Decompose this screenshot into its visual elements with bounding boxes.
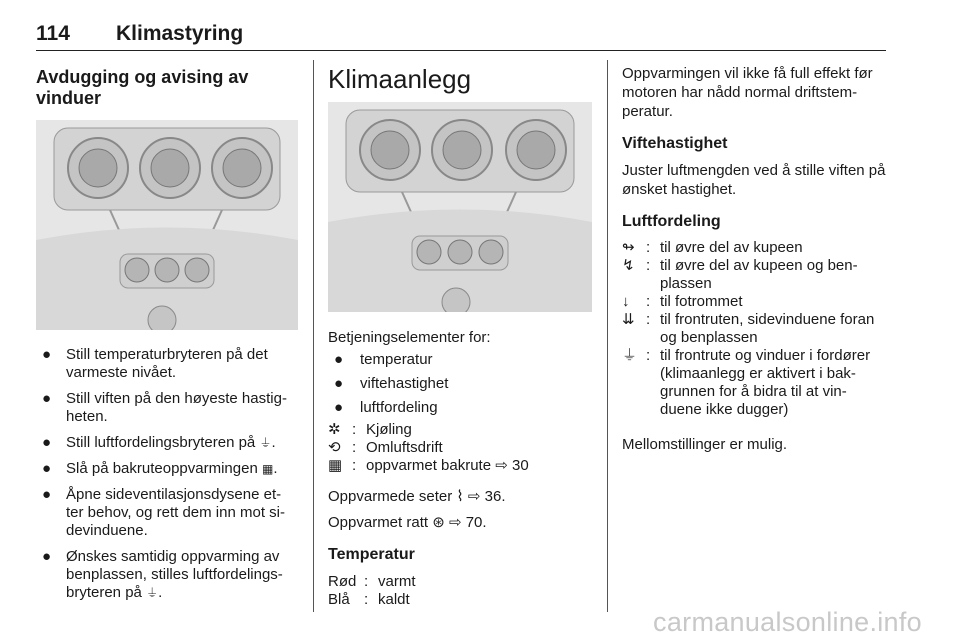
reference-arrow-icon: ⇨ xyxy=(448,514,462,531)
page-title: Klimastyring xyxy=(116,22,244,45)
air-row-windshield-feet: ⇊ : til frontruten, sidevinduene foran og benplassen xyxy=(622,311,875,346)
page-header xyxy=(36,14,886,51)
reference-arrow-icon: ⇨ xyxy=(467,488,481,505)
warmup-note: Oppvarmingen vil ikke få full effekt før motoren har nådd normal driftstem-peratur. xyxy=(622,65,873,120)
section-heading-defogging: Avdugging og avising av vinduer xyxy=(36,67,249,108)
column-fan-air xyxy=(622,58,886,454)
section-heading-klimaanlegg: Klimaanlegg xyxy=(328,64,472,94)
legend-row-cooling: ✲ : Kjøling xyxy=(328,421,412,438)
heated-wheel-text: Oppvarmet ratt ⊛ ⇨ 70. xyxy=(328,514,487,531)
watermark: carmanualsonline.info xyxy=(653,607,922,637)
list-item: ● Still viften på den høyeste hastig-heten. xyxy=(42,390,287,425)
heated-seats-text: Oppvarmede seter ⌇ ⇨ 36. xyxy=(328,488,506,505)
list-item: ● temperatur xyxy=(334,351,433,368)
column-divider xyxy=(607,60,608,612)
fan-text: Juster luftmengden ved å stille viften på ønsket hastighet. xyxy=(622,162,886,198)
column-climate xyxy=(328,58,592,609)
list-item: ● Ønskes samtidig oppvarming av benplassen, stilles luftfordelings-bryteren på ⏚. xyxy=(42,548,283,601)
controls-intro: Betjeningselementer for: xyxy=(328,329,491,346)
temp-row-blue: Blå : kaldt xyxy=(328,591,410,608)
air-row-upper-feet: ↯ : til øvre del av kupeen og ben-plassen xyxy=(622,257,858,292)
temp-row-red: Rød : varmt xyxy=(328,573,416,590)
air-feet-icon: ↓ xyxy=(622,293,630,310)
car-recirculation-icon: ⟲ xyxy=(328,439,341,456)
page-number: 114 xyxy=(36,22,70,45)
section-heading-viftehastighet: Viftehastighet xyxy=(622,135,728,152)
list-item: ● Still temperaturbryteren på det varmeste nivået. xyxy=(42,346,268,381)
legend-row-rear-window: ▦ : oppvarmet bakrute ⇨ 30 xyxy=(328,457,529,474)
snowflake-icon: ✲ xyxy=(328,421,341,438)
climate-controls-image xyxy=(36,120,298,330)
section-heading-temperatur: Temperatur xyxy=(328,546,415,563)
heated-wheel-icon: ⊛ xyxy=(432,514,445,531)
air-windshield-feet-icon: ⇊ xyxy=(622,311,635,328)
section-heading-luftfordeling: Luftfordeling xyxy=(622,213,721,230)
rear-window-heat-icon: ▦ xyxy=(328,457,343,474)
list-item: ● viftehastighet xyxy=(334,375,449,392)
column-divider xyxy=(313,60,314,612)
air-row-windshield: ⏚ : til frontrute og vinduer i fordører (klimaanlegg er aktivert i bak-grunnen for å bidra til at vin-duene ikke dugger) xyxy=(622,347,871,418)
air-row-upper: ↬ : til øvre del av kupeen xyxy=(622,239,803,256)
air-windshield-icon: ⏚ xyxy=(622,347,638,364)
list-item: ● luftfordeling xyxy=(334,399,438,416)
reference-arrow-icon: ⇨ xyxy=(495,457,508,474)
list-item: ● Slå på bakruteoppvarmingen ▦. xyxy=(42,460,278,477)
rear-window-heat-icon: ▦ xyxy=(261,462,274,476)
legend-row-recirculation: ⟲ : Omluftsdrift xyxy=(328,439,443,456)
air-upper-icon: ↬ xyxy=(622,239,635,256)
air-upper-feet-icon: ↯ xyxy=(622,257,635,274)
climate-controls-illustration xyxy=(36,120,298,330)
windshield-footwell-icon: ⏚ xyxy=(146,586,159,600)
column-defogging xyxy=(36,58,298,602)
air-row-feet: ↓ : til fotrommet xyxy=(622,293,743,310)
heated-seat-icon: ⌇ xyxy=(456,488,464,505)
list-item: ● Still luftfordelingsbryteren på ⏚. xyxy=(42,434,276,451)
windshield-air-icon: ⏚ xyxy=(259,436,272,450)
climate-panel-illustration xyxy=(328,102,592,312)
list-item: ● Åpne sideventilasjonsdysene et-ter behov, og rett dem inn mot si-devinduene. xyxy=(42,486,285,539)
intermediate-note: Mellomstillinger er mulig. xyxy=(622,436,788,453)
climate-control-panel-image xyxy=(328,102,592,312)
